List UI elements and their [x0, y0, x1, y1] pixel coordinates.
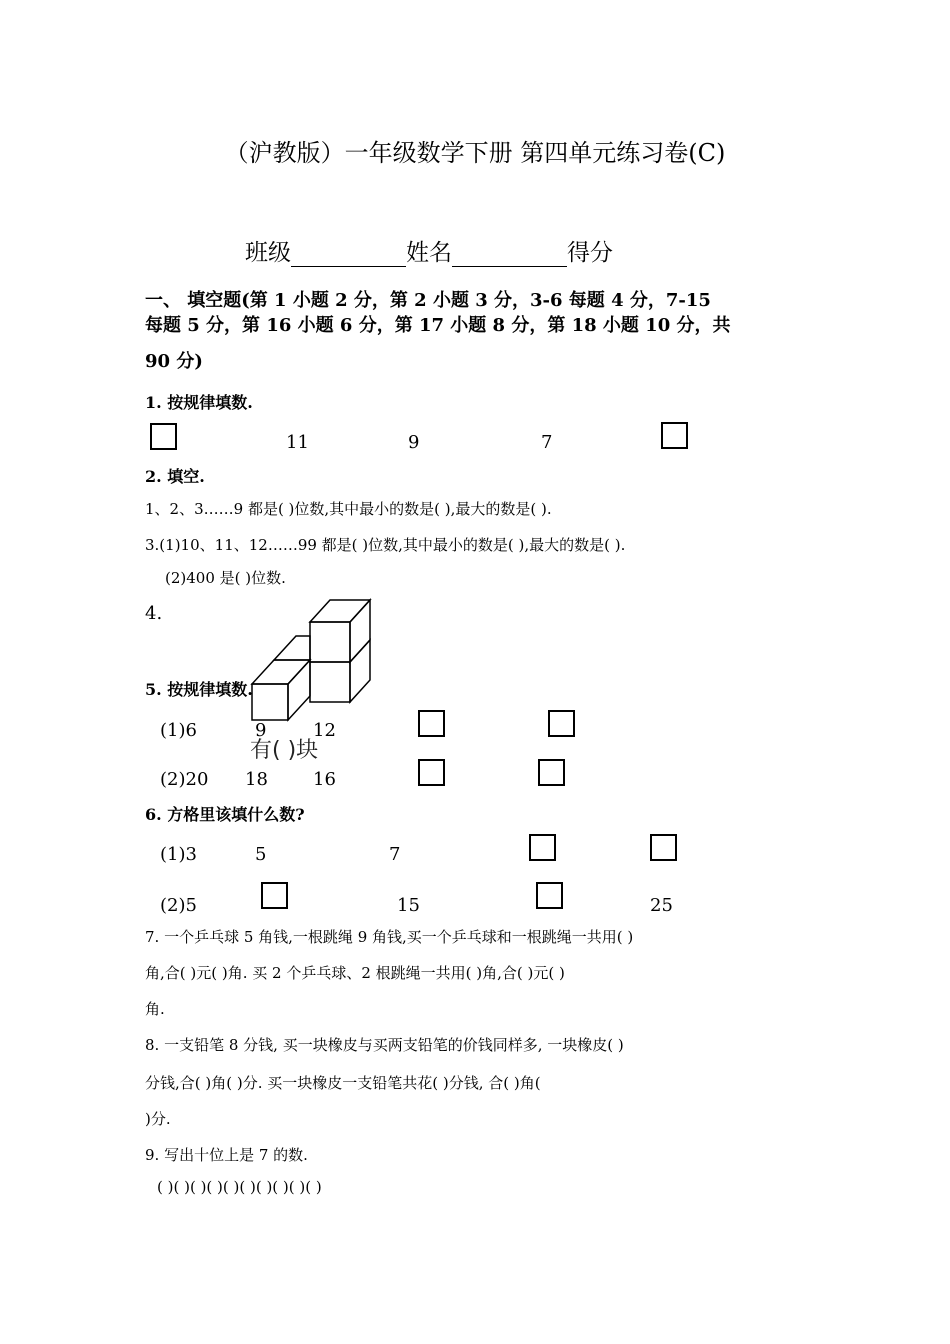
q7-line2: 角,合( )元( )角. 买 2 个乒乓球、2 根跳绳一共用( )角,合( )元( ): [145, 964, 565, 982]
q6-row1-value: 5: [255, 844, 267, 865]
cube-face: [288, 660, 310, 720]
q8-line1: 8. 一支铅笔 8 分钱, 买一块橡皮与买两支铅笔的价钱同样多, 一块橡皮( ): [145, 1036, 624, 1054]
q3a-text: 3.(1)10、11、12……99 都是( )位数,其中最小的数是( ),最大的数是( ).: [145, 536, 626, 554]
cube-face: [310, 662, 350, 702]
q7-line1: 7. 一个乒乓球 5 角钱,一根跳绳 9 角钱,买一个乒乓球和一根跳绳一共用( ): [145, 928, 634, 946]
cube-face: [350, 600, 370, 662]
q2-text: 2. 填空.: [145, 467, 205, 486]
cube-face: [350, 640, 370, 702]
cube-stack-figure: [240, 590, 380, 730]
q5-row2-value: 18: [245, 769, 268, 790]
q5-text: 5. 按规律填数.: [145, 680, 253, 699]
section-heading-line3: 90 分): [145, 351, 203, 372]
q7-line3: 角.: [145, 1000, 165, 1018]
name-label: 姓名: [406, 240, 452, 266]
q6-row2-value: 15: [397, 895, 420, 916]
q6-text: 6. 方格里该填什么数?: [145, 805, 305, 824]
answer-box[interactable]: [418, 710, 445, 737]
class-label: 班级: [245, 240, 291, 266]
q9-answer-blanks[interactable]: ( )( )( )( )( )( )( )( )( )( ): [157, 1178, 322, 1196]
q5-row2-label: (2)20: [160, 769, 209, 790]
q1-value: 9: [408, 432, 420, 453]
q1-value: 11: [286, 432, 309, 453]
q4-text: 4.: [145, 603, 163, 624]
cube-face: [252, 684, 288, 720]
q5-row1-value: 9: [255, 720, 267, 741]
answer-box[interactable]: [150, 423, 177, 450]
q8-line3: )分.: [145, 1110, 171, 1128]
answer-box[interactable]: [529, 834, 556, 861]
cube-face: [274, 636, 310, 660]
q5-row1-label: (1)6: [160, 720, 197, 741]
student-info-line: [245, 234, 613, 267]
q8-line2: 分钱,合( )角( )分. 买一块橡皮一支铅笔共花( )分钱, 合( )角(: [145, 1074, 541, 1092]
q2a-text: 1、2、3……9 都是( )位数,其中最小的数是( ),最大的数是( ).: [145, 500, 552, 518]
name-blank[interactable]: [452, 242, 567, 267]
q4-cube-label: 有( )块: [250, 738, 319, 763]
section-heading-line1: 一、 填空题(第 1 小题 2 分，第 2 小题 3 分，3-6 每题 4 分，7-15: [145, 290, 711, 311]
q3b-text: (2)400 是( )位数.: [165, 569, 286, 587]
q1-text: 1. 按规律填数.: [145, 393, 253, 412]
answer-box[interactable]: [650, 834, 677, 861]
answer-box[interactable]: [418, 759, 445, 786]
answer-box[interactable]: [536, 882, 563, 909]
page-title: （沪教版）一年级数学下册 第四单元练习卷(C): [224, 139, 726, 167]
q1-value: 7: [541, 432, 553, 453]
q5-row2-value: 16: [313, 769, 336, 790]
q6-row1-label: (1)3: [160, 844, 197, 865]
answer-box[interactable]: [261, 882, 288, 909]
answer-box[interactable]: [661, 422, 688, 449]
q6-row2-label: (2)5: [160, 895, 197, 916]
cube-face: [310, 622, 350, 662]
answer-box[interactable]: [548, 710, 575, 737]
q5-row1-value: 12: [313, 720, 336, 741]
cube-face: [252, 660, 310, 684]
q6-row2-value: 25: [650, 895, 673, 916]
answer-box[interactable]: [538, 759, 565, 786]
q9-text: 9. 写出十位上是 7 的数.: [145, 1146, 308, 1164]
q6-row1-value: 7: [389, 844, 401, 865]
section-heading-line2: 每题 5 分，第 16 小题 6 分，第 17 小题 8 分，第 18 小题 10 分，共: [145, 315, 731, 336]
class-blank[interactable]: [291, 242, 406, 267]
score-label: 得分: [567, 240, 613, 266]
